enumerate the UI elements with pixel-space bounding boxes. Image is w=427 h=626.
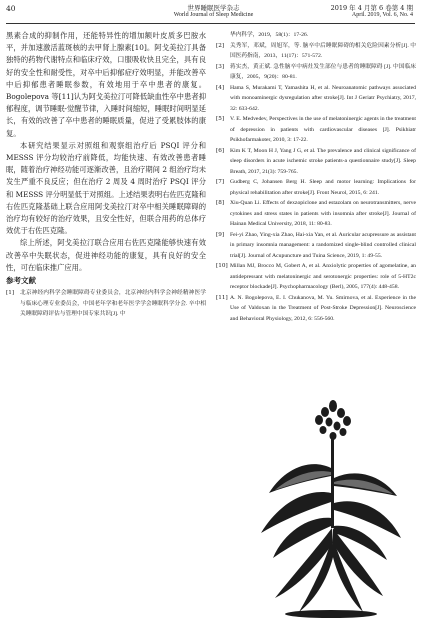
left-column	[6, 30, 206, 320]
reference-number	[216, 30, 230, 41]
reference-number: [4]	[216, 84, 225, 91]
reference-item	[216, 62, 416, 83]
body-paragraph-3: 综上所述，阿戈美拉汀联合应用右佐匹克隆能够快速有效改善卒中失眠状态，促进神经功能的康复，具有良好的安全性，可在临床推广应用。	[6, 238, 206, 272]
reference-number: [1]	[6, 290, 15, 297]
reference-text: 华内科学，2019，58(1)：17-26.	[230, 32, 309, 38]
reference-text: 北京神经内科学会睡眠障碍专业委员会，北京神经内科学会神经精神医学与临床心理专业委员会，中国老年学和老年医学学会睡眠科学分会. 卒中相关睡眠障碍评估与管理中国专家共识[J]. 中	[20, 290, 206, 318]
reference-text: 蒋实杰，黄正斌. 急性脑卒中病灶发生部位与患者的睡眠障碍 [J]. 中国临床康复，2005，9(20)：80-81.	[230, 63, 416, 80]
reference-number: [5]	[216, 116, 225, 122]
issue-info-cn: 2019 年 4 月第 6 卷第 4 期	[330, 4, 413, 12]
plant-illustration-icon	[255, 398, 405, 620]
reference-number: [2]	[216, 42, 225, 49]
reference-text: Fei-yi Zhao, Ying-xia Zhao, Hai-xia Yan, et al. Auricular acupressure as assistant in primary insomnia management: a randomized single-blind controlled clinical trial[J]. Journal of Acupuncture and Tuina Science, 2019, 1: 49-55.	[230, 231, 416, 259]
reference-item	[216, 30, 416, 41]
page-header	[0, 0, 427, 26]
issue-info-en: April. 2019, Vol. 6, No. 4	[351, 12, 413, 18]
references-heading: 参考文献	[6, 276, 36, 286]
reference-text: A. N. Bogolepova, E. I. Chukanova, M. Yu. Smirnova, et al. Experience in the Use of Valdoxan in the Treatment of Post-Stroke Depression[J]. Neuroscience and Behavioral Physiology, 2012, 6: 556-560.	[230, 294, 416, 322]
reference-number: [3]	[216, 63, 225, 70]
reference-number: [9]	[216, 231, 225, 238]
reference-item	[216, 114, 416, 146]
reference-item	[216, 198, 416, 230]
body-paragraph-1: 黑素合成的抑制作用，还能特异性的增加额叶皮质多巴胺水平，并加速激活蓝斑核的去甲肾上腺素[10]。阿戈美拉汀具备独特的药物代谢特点和临床疗效，口服吸收快且完全，具有良好的安全性和耐受性，对卒中后抑郁症疗效明显，并能改善卒中后抑郁患者睡眠参数，有效地用于卒中患者的康复。Bogolepova 等[11]认为阿戈美拉汀可降低缺血性卒中患者抑郁程度，调节睡眠-觉醒节律，入睡时间缩短，睡眠时间明显延长，有效的改善了卒中患者的睡眠质量，促进了受累肢体的康复。	[6, 31, 206, 138]
reference-text: Millan MJ, Brocco M, Gobert A, et al. Anxiolytic properties of agomelatine, an antidepressant with melatoninergic and serotonergic properties: role of 5-HT2c receptor blockade[J]. Psychopharmacology (Berl), 2005, 177(4): 448-458.	[230, 263, 416, 290]
reference-text: Kim K T, Moon H J, Yang J G, et al. The prevalence and clinical significance of sleep disorders in acute ischemic stroke patients-a questionnaire study[J]. Sleep Breath, 2017, 21(3): 759-765.	[230, 147, 416, 175]
reference-number: [11]	[216, 294, 228, 301]
reference-text: Hama S, Murakami T, Yamashita H, et al. Neuroanatomic pathways associated with monoaminergic dysregulation after stroke[J]. Int J Geriatr Psychiatry, 2017, 32: 633-642.	[230, 84, 416, 112]
reference-text: Xiu-Quan Li. Effects of dexzopiclone and estazolam on neurotransmitters, nerve cytokines and stress states in patients with insomnia after stroke[J]. Journal of Hainan Medical University, 2018, 11: 80-83.	[230, 200, 416, 227]
reference-item	[216, 261, 416, 293]
journal-title-en: World Journal of Sleep Medicine	[173, 12, 254, 18]
reference-text: Gudberg C, Johansen Berg H. Sleep and motor learning: Implications for physical rehabilitation after stroke[J]. Front Neurol, 2015, 6: 241.	[230, 179, 416, 196]
reference-item	[216, 293, 416, 325]
page-number: 40	[6, 4, 16, 13]
reference-text: 关秀军，邓斌，周旭军，等. 脑卒中后睡眠障碍的相关危险因素分析[J]. 中国医药指南，2013，11(17)：571-572.	[230, 42, 416, 59]
reference-item	[216, 177, 416, 198]
reference-number: [7]	[216, 179, 225, 185]
reference-number: [10]	[216, 263, 228, 269]
reference-number: [6]	[216, 147, 225, 154]
right-column	[216, 30, 416, 324]
reference-item	[216, 146, 416, 178]
body-paragraph-2: 本研究结果显示对照组和观察组治疗后 PSQI 评分和 MESSS 评分均较治疗前降低，均能快速、有效改善患者睡眠，随着治疗神经功能可逐渐改善，且治疗期间 2 组治疗均未发生严重不良反应；但在治疗 2 周及 4 周时治疗 PSQI 评分和 MESSS 评分明显低于对照组。上述结果表明右佐匹克隆和右佐匹克隆基础上联合应用阿戈美拉汀对卒中相关睡眠障碍的治疗均有较好的治疗效果，且安全性好，但联合用药的总体疗效优于右佐匹克隆。	[6, 140, 207, 236]
reference-number: [8]	[216, 200, 225, 206]
reference-item	[6, 288, 206, 320]
header-rule	[6, 23, 415, 24]
reference-item	[216, 230, 416, 262]
reference-text: V. E. Medvedev, Perspectives in the use of melatoninergic agents in the treatment of depression in patients with cardiovascular diseases [J]. Psikhiatr Psikhofarmakoter, 2010, 3: 17-22.	[230, 116, 416, 143]
reference-item	[216, 83, 416, 115]
reference-item	[216, 41, 416, 62]
journal-title-cn: 世界睡眠医学杂志	[187, 4, 240, 12]
